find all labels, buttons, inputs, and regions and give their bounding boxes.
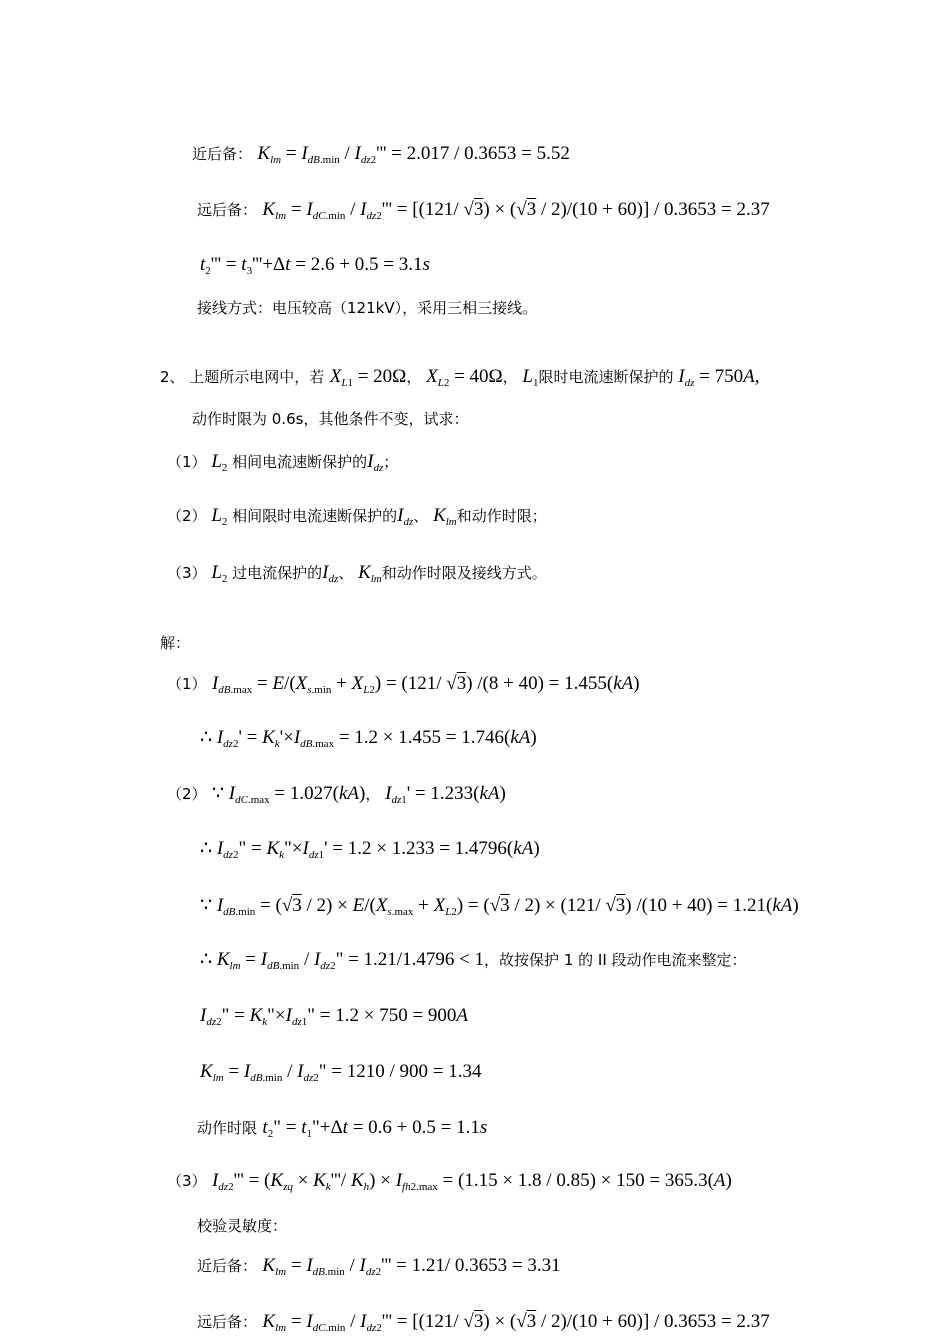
doc-line: [160, 366, 759, 388]
doc-line: [197, 1215, 287, 1237]
doc-line: [197, 1117, 487, 1139]
formula: ∵ $I_{dB.min} = (√3 / 2) \times E/(X_{s.max} + X_{L2}) = (√3 / 2) \times (121/$ √3) /(10 + 40) = 1.21(kA): [200, 895, 799, 918]
line-label: 远后备：: [197, 1313, 258, 1331]
line-label: 2、 上题所示电网中，若: [160, 368, 325, 386]
doc-line: [200, 254, 430, 276]
doc-line: [197, 199, 770, 221]
formula: ∴ $K_{lm} = I_{dB.min} / I_{dz2}$" = 1.21/1.4796 < 1，故按保护 1 的 II 段动作电流来整定：: [200, 949, 747, 972]
formula: ∴ $I_{dz2}$" = $K_k"\times I_{dz1}' = 1.2 \times 1.233 = 1.4796(kA)$: [200, 838, 540, 861]
doc-line: [200, 895, 799, 917]
line-label: 近后备：: [197, 1257, 258, 1275]
doc-line: [167, 783, 506, 805]
doc-line: [197, 297, 537, 319]
formula: ∵ $I_{dC.max} = 1.027(kA)$， $I_{dz1}' = 1.233(kA)$: [211, 783, 506, 806]
doc-line: [167, 673, 640, 695]
doc-line: （2） $L_2$ 相间限时电流速断保护的$I_{dz}$、 $K_{lm}$和动作时限；: [167, 505, 547, 528]
doc-line: [160, 632, 190, 654]
line-label: （2）: [167, 507, 212, 525]
line-label: 动作时限为 0.6s，其他条件不变，试求：: [192, 410, 469, 428]
doc-line: [167, 1170, 732, 1192]
doc-line: [197, 1311, 770, 1333]
line-label: （3）: [167, 564, 212, 582]
formula: $X_{L1} = 20\Omega$， $X_{L2} = 40\Omega$， $L_1$限时电流速断保护的 $I_{dz} = 750A$,: [329, 366, 760, 389]
formula: $I_{dB.max} = E/(X_{s.min} + X_{L2}) = (121/$ √3) /(8 + 40) = 1.455(kA): [211, 673, 640, 696]
formula: $K_{lm} = I_{dB.min} / I_{dz2}''' = 2.017 / 0.3653 = 5.52$: [257, 143, 570, 166]
doc-line: [200, 1061, 481, 1083]
doc-line: （1） $L_2$ 相间电流速断保护的$I_{dz}$；: [167, 451, 399, 474]
line-label: （3）: [167, 1172, 207, 1190]
formula: $I_{dz2}$" = $K_k"\times I_{dz1}$" = 1.2 × 750 = 900A: [200, 1005, 469, 1028]
doc-line: [200, 838, 540, 860]
line-label: （1）: [167, 453, 212, 471]
doc-line: [200, 727, 537, 749]
line-label: 近后备：: [192, 145, 253, 163]
line-label: （1）: [167, 675, 207, 693]
line-label: 校验灵敏度：: [197, 1217, 288, 1235]
line-label: 接线方式：电压较高（121kV），采用三相三接线。: [197, 299, 538, 317]
formula: ∴ $I_{dz2}' = K_k'\times I_{dB.max} = 1.2 \times 1.455 = 1.746(kA)$: [200, 727, 537, 750]
formula: $I_{dz2}''' = (K_{zq} \times K_k'''/$ $K_h) \times I_{fh2.max} = (1.15 \times 1.8 / 0.85) \times 150 = 365.3(A)$: [211, 1170, 732, 1193]
formula: $K_{lm} = I_{dC.min} / I_{dz2}''' = [(121/$ √3) × (√3 / 2)/(10 + 60)] / 0.3653 = 2.37: [262, 1311, 770, 1334]
line-label: 解：: [160, 634, 191, 652]
doc-line: [192, 143, 570, 165]
doc-line: （3） $L_2$ 过电流保护的$I_{dz}$、 $K_{lm}$和动作时限及接线方式。: [167, 562, 547, 585]
formula: $K_{lm} = I_{dB.min} / I_{dz2}''' = 1.21/$ 0.3653 = 3.31: [262, 1255, 561, 1278]
formula: $t_2$" = $t_1"+\Delta t = 0.6 + 0.5 = 1.1s$: [262, 1117, 488, 1140]
doc-line: [200, 949, 747, 971]
doc-line: [200, 1005, 468, 1027]
line-label: 动作时限: [197, 1119, 258, 1137]
doc-line: [197, 1255, 561, 1277]
line-label: 远后备：: [197, 201, 258, 219]
doc-line: [192, 408, 468, 430]
line-label: （2）: [167, 785, 207, 803]
formula: $K_{lm} = I_{dC.min} / I_{dz2}''' = [(121/$ √3) × (√3 / 2)/(10 + 60)] / 0.3653 = 2.37: [262, 199, 770, 222]
formula: $t_2''' = t_3'''+\Delta t = 2.6 + 0.5 = 3.1s$: [200, 254, 430, 277]
formula: $K_{lm} = I_{dB.min} / I_{dz2}$" = 1210 / 900 = 1.34: [200, 1061, 482, 1084]
